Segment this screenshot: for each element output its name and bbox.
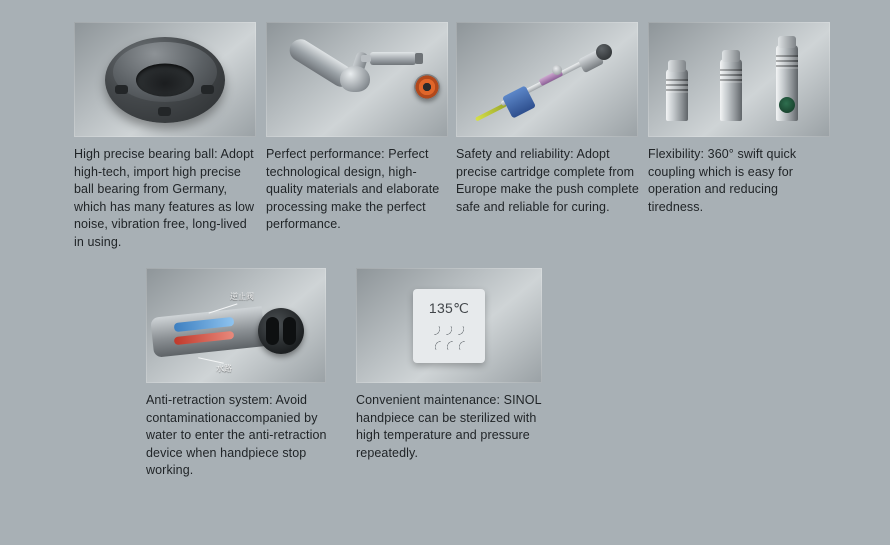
quick-coupling-graphic [776, 45, 798, 121]
handpiece-head-graphic [340, 66, 370, 92]
feature-caption: Anti-retraction system: Avoid contaminationaccompanied by water to enter the anti-retraction device when handpiece stop working. [146, 393, 327, 477]
temperature-value: 135℃ [428, 299, 470, 316]
feature-card-anti-retraction [146, 268, 332, 480]
handpiece-head-parts-photo [266, 22, 448, 137]
quick-coupling-graphic [666, 69, 688, 121]
quick-coupling-graphic [720, 59, 742, 121]
feature-caption: Convenient maintenance: SINOL handpiece can be sterilized with high temperature and pressure repeatedly. [356, 393, 542, 460]
bearing-ring-notch [115, 85, 128, 94]
feature-card-convenient-maintenance [356, 268, 542, 462]
o-ring-seal-graphic [414, 74, 440, 100]
feature-caption: Perfect performance: Perfect technological design, high-quality materials and elaborate processing make the perfect performance. [266, 147, 440, 231]
waterway-label: 水路 [216, 364, 232, 373]
heat-wave-line [458, 326, 465, 350]
check-valve-label: 逆止阀 [230, 292, 254, 301]
coupling-bands-graphic [776, 55, 798, 69]
temperature-badge [413, 289, 485, 363]
coupling-bands-graphic [666, 79, 688, 93]
bearing-ring-photo [74, 22, 256, 137]
callout-line [198, 357, 224, 363]
bearing-ring-notch [158, 107, 171, 116]
bearing-ring-bore [136, 63, 194, 96]
hose-cutaway-graphic [150, 306, 266, 357]
heat-wave-line [446, 326, 453, 350]
cartridge-bearing-graphic [552, 65, 562, 75]
cartridge-assembly-photo [456, 22, 638, 137]
feature-card-safety-reliability [456, 22, 642, 216]
feature-caption: Safety and reliability: Adopt precise cartridge complete from Europe make the push complete safe and reliable for curing. [456, 147, 639, 214]
cartridge-end-knob-graphic [596, 44, 612, 60]
check-valve-graphic [258, 308, 304, 354]
feature-card-perfect-performance [266, 22, 452, 234]
heat-wave-line [434, 326, 441, 350]
cartridge-part-graphic [370, 52, 416, 65]
bearing-ring-notch [201, 85, 214, 94]
anti-retraction-cutaway-photo [146, 268, 326, 383]
feature-card-bearing-ball [74, 22, 260, 251]
coupling-bands-graphic [720, 69, 742, 83]
bearing-ring-graphic [105, 37, 225, 123]
sterilization-temperature-photo [356, 268, 542, 383]
feature-card-flexibility [648, 22, 834, 216]
heat-waves-icon [434, 326, 465, 350]
feature-caption: High precise bearing ball: Adopt high-tech, import high precise ball bearing from Germany, which has many features as low noise, vibration free, long-lived in using. [74, 147, 255, 249]
feature-caption: Flexibility: 360° swift quick coupling which is easy for operation and reducing tiredness. [648, 147, 797, 214]
quick-couplings-photo [648, 22, 830, 137]
